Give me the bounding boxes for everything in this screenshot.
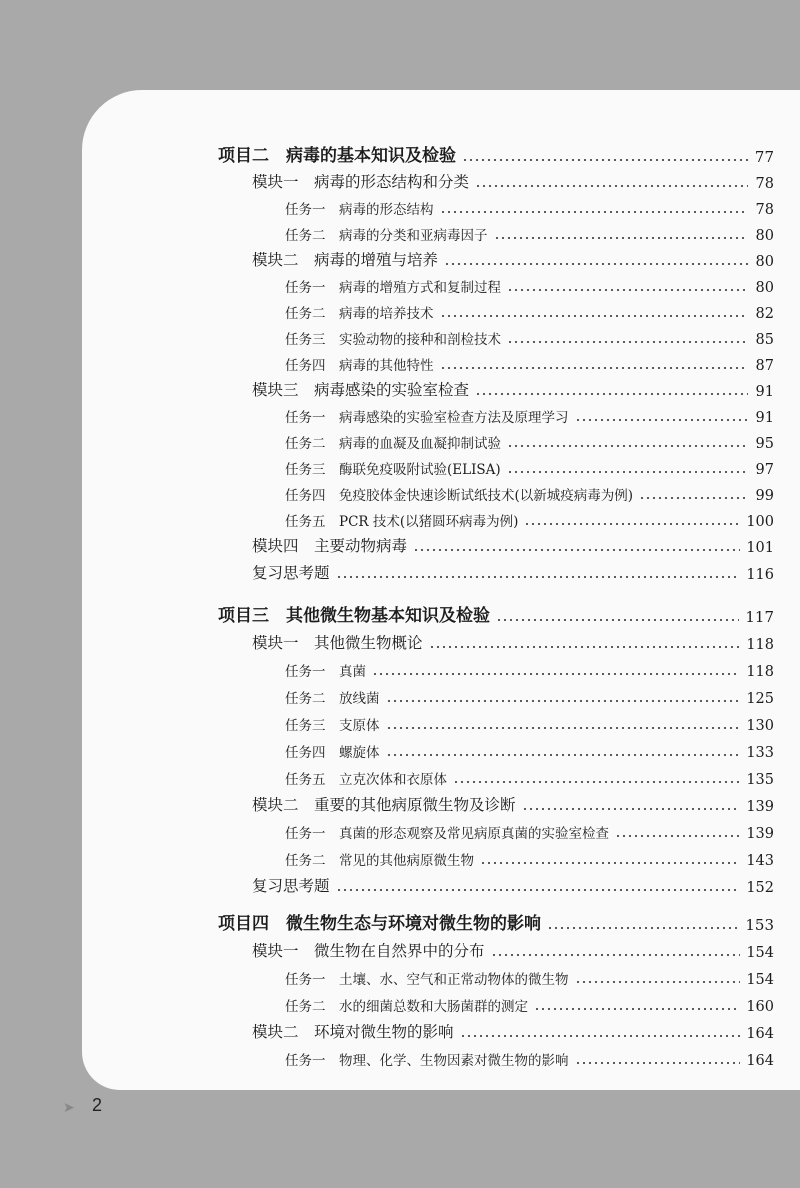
dot-leader	[336, 576, 741, 578]
toc-entry-title: 任务一 真菌	[285, 664, 366, 680]
dot-leader	[460, 1035, 741, 1037]
dot-leader	[534, 1008, 740, 1010]
dot-leader	[507, 471, 748, 473]
toc-entry-task[interactable]	[0, 762, 774, 788]
toc-entry-page: 101	[746, 540, 774, 556]
toc-entry-title: 任务四 免疫胶体金快速诊断试纸技术(以新城疫病毒为例)	[285, 488, 634, 504]
dot-leader	[575, 419, 749, 421]
dot-leader	[507, 341, 748, 343]
dot-leader	[386, 754, 741, 756]
toc-entry-title: 模块一 其他微生物概论	[252, 634, 423, 652]
toc-entry-module[interactable]	[0, 374, 774, 400]
toc-entry-title: 任务一 真菌的形态观察及常见病原真菌的实验室检查	[285, 826, 609, 842]
dot-leader	[547, 927, 739, 929]
dot-leader	[615, 835, 740, 837]
toc-entry-task[interactable]	[0, 218, 774, 244]
toc-entry-task[interactable]	[0, 735, 774, 761]
toc-entry-title: 任务二 病毒的分类和亚病毒因子	[285, 228, 488, 244]
dot-leader	[429, 646, 741, 648]
toc-entry-title: 项目四 微生物生态与环境对微生物的影响	[218, 914, 541, 934]
toc-entry-task[interactable]	[0, 504, 774, 530]
toc-entry-page: 100	[746, 514, 774, 530]
dot-leader	[496, 619, 739, 621]
dot-leader	[507, 445, 748, 447]
dot-leader	[372, 673, 740, 675]
page-number: 2	[92, 1095, 103, 1115]
toc-entry-project[interactable]	[0, 140, 774, 166]
toc-entry-title: 模块二 重要的其他病原微生物及诊断	[252, 796, 516, 814]
dot-leader	[462, 159, 748, 161]
toc-entry-task[interactable]	[0, 989, 774, 1015]
toc-entry-task[interactable]	[0, 296, 774, 322]
toc-entry-title: 模块三 病毒感染的实验室检查	[252, 381, 470, 399]
toc-entry-task[interactable]	[0, 843, 774, 869]
toc-entry-review[interactable]	[0, 870, 774, 896]
toc-entry-task[interactable]	[0, 962, 774, 988]
toc-entry-task[interactable]	[0, 681, 774, 707]
dot-leader	[386, 700, 741, 702]
toc-entry-task[interactable]	[0, 816, 774, 842]
toc-entry-page: 116	[746, 567, 774, 583]
dot-leader	[440, 367, 749, 369]
toc-entry-module[interactable]	[0, 627, 774, 653]
toc-entry-task[interactable]	[0, 478, 774, 504]
toc-entry-module[interactable]	[0, 1016, 774, 1042]
toc-entry-page: 139	[746, 826, 774, 842]
toc-entry-page: 80	[755, 228, 774, 244]
toc-entry-module[interactable]	[0, 789, 774, 815]
toc-entry-title: 模块一 微生物在自然界中的分布	[252, 942, 485, 960]
dot-leader	[524, 523, 740, 525]
toc-entry-page: 125	[746, 691, 774, 707]
dot-leader	[475, 393, 748, 395]
toc-entry-title: 任务二 常见的其他病原微生物	[285, 853, 474, 869]
toc-entry-title: 任务三 酶联免疫吸附试验(ELISA)	[285, 462, 501, 478]
toc-entry-title: 任务五 立克次体和衣原体	[285, 772, 447, 788]
toc-entry-page: 160	[746, 999, 774, 1015]
toc-entry-title: 模块二 环境对微生物的影响	[252, 1023, 454, 1041]
dot-leader	[639, 497, 748, 499]
toc-entry-task[interactable]	[0, 426, 774, 452]
toc-entry-module[interactable]	[0, 244, 774, 270]
toc-entry-title: 任务四 病毒的其他特性	[285, 358, 434, 374]
toc-entry-page: 85	[755, 332, 774, 348]
toc-entry-page: 118	[746, 664, 774, 680]
toc-entry-page: 164	[746, 1053, 774, 1069]
toc-entry-page: 154	[746, 945, 774, 961]
toc-entry-page: 164	[746, 1026, 774, 1042]
toc-entry-title: 项目三 其他微生物基本知识及检验	[218, 606, 490, 626]
dot-leader	[575, 1062, 741, 1064]
toc-entry-page: 117	[745, 608, 774, 626]
toc-entry-task[interactable]	[0, 708, 774, 734]
dot-leader	[386, 727, 741, 729]
toc-entry-module[interactable]	[0, 935, 774, 961]
toc-entry-page: 133	[746, 745, 774, 761]
toc-entry-review[interactable]	[0, 557, 774, 583]
toc-entry-task[interactable]	[0, 400, 774, 426]
toc-entry-page: 118	[746, 637, 774, 653]
dot-leader	[491, 954, 741, 956]
toc-entry-title: 任务二 病毒的血凝及血凝抑制试验	[285, 436, 501, 452]
toc-entry-page: 82	[755, 306, 774, 322]
toc-entry-title: 任务一 病毒的形态结构	[285, 202, 434, 218]
toc-entry-page: 91	[755, 410, 774, 426]
toc-entry-module[interactable]	[0, 530, 774, 556]
dot-leader	[444, 263, 748, 265]
toc-entry-title: 模块四 主要动物病毒	[252, 537, 408, 555]
dot-leader	[522, 808, 741, 810]
toc-entry-page: 77	[754, 148, 774, 166]
toc-entry-page: 139	[746, 799, 774, 815]
toc-entry-page: 80	[755, 254, 774, 270]
toc-entry-task[interactable]	[0, 322, 774, 348]
toc-entry-page: 91	[755, 384, 774, 400]
toc-entry-title: 项目二 病毒的基本知识及检验	[218, 146, 456, 166]
toc-entry-task[interactable]	[0, 192, 774, 218]
toc-entry-title: 任务一 土壤、水、空气和正常动物体的微生物	[285, 972, 569, 988]
toc-entry-page: 99	[755, 488, 774, 504]
toc-entry-task[interactable]	[0, 1043, 774, 1069]
toc-entry-task[interactable]	[0, 348, 774, 374]
toc-entry-page: 135	[746, 772, 774, 788]
toc-entry-task[interactable]	[0, 270, 774, 296]
toc-entry-title: 任务一 物理、化学、生物因素对微生物的影响	[285, 1053, 569, 1069]
toc-entry-title: 任务一 病毒感染的实验室检查方法及原理学习	[285, 410, 569, 426]
dot-leader	[475, 185, 748, 187]
toc-entry-page: 130	[746, 718, 774, 734]
toc-entry-page: 97	[755, 462, 774, 478]
toc-entry-title: 模块一 病毒的形态结构和分类	[252, 173, 470, 191]
toc-entry-title: 任务五 PCR 技术(以猪圆环病毒为例)	[285, 514, 519, 530]
toc-entry-page: 153	[745, 916, 774, 934]
toc-entry-project[interactable]	[0, 600, 774, 626]
toc-entry-title: 模块二 病毒的增殖与培养	[252, 251, 439, 269]
toc-entry-title: 任务三 支原体	[285, 718, 380, 734]
toc-entry-task[interactable]	[0, 654, 774, 680]
toc-entry-task[interactable]	[0, 452, 774, 478]
toc-entry-title: 任务二 病毒的培养技术	[285, 306, 434, 322]
toc-entry-title: 任务一 病毒的增殖方式和复制过程	[285, 280, 501, 296]
toc-entry-title: 任务四 螺旋体	[285, 745, 380, 761]
toc-entry-title: 复习思考题	[252, 877, 330, 895]
toc-entry-page: 80	[755, 280, 774, 296]
toc-entry-page: 87	[755, 358, 774, 374]
toc-entry-title: 复习思考题	[252, 564, 330, 582]
dot-leader	[440, 211, 749, 213]
arrow-icon: ➤	[63, 1100, 75, 1116]
dot-leader	[440, 315, 749, 317]
dot-leader	[494, 237, 749, 239]
toc-entry-page: 152	[746, 880, 774, 896]
toc-entry-project[interactable]	[0, 908, 774, 934]
dot-leader	[413, 549, 740, 551]
toc-entry-title: 任务二 放线菌	[285, 691, 380, 707]
toc-entry-page: 143	[746, 853, 774, 869]
dot-leader	[480, 862, 740, 864]
dot-leader	[575, 981, 741, 983]
toc-entry-title: 任务二 水的细菌总数和大肠菌群的测定	[285, 999, 528, 1015]
toc-entry-page: 154	[746, 972, 774, 988]
dot-leader	[453, 781, 740, 783]
toc-entry-module[interactable]	[0, 166, 774, 192]
dot-leader	[507, 289, 748, 291]
dot-leader	[336, 889, 741, 891]
toc-entry-page: 78	[755, 202, 774, 218]
toc-entry-page: 78	[755, 176, 774, 192]
toc-entry-page: 95	[755, 436, 774, 452]
toc-entry-title: 任务三 实验动物的接种和剖检技术	[285, 332, 501, 348]
